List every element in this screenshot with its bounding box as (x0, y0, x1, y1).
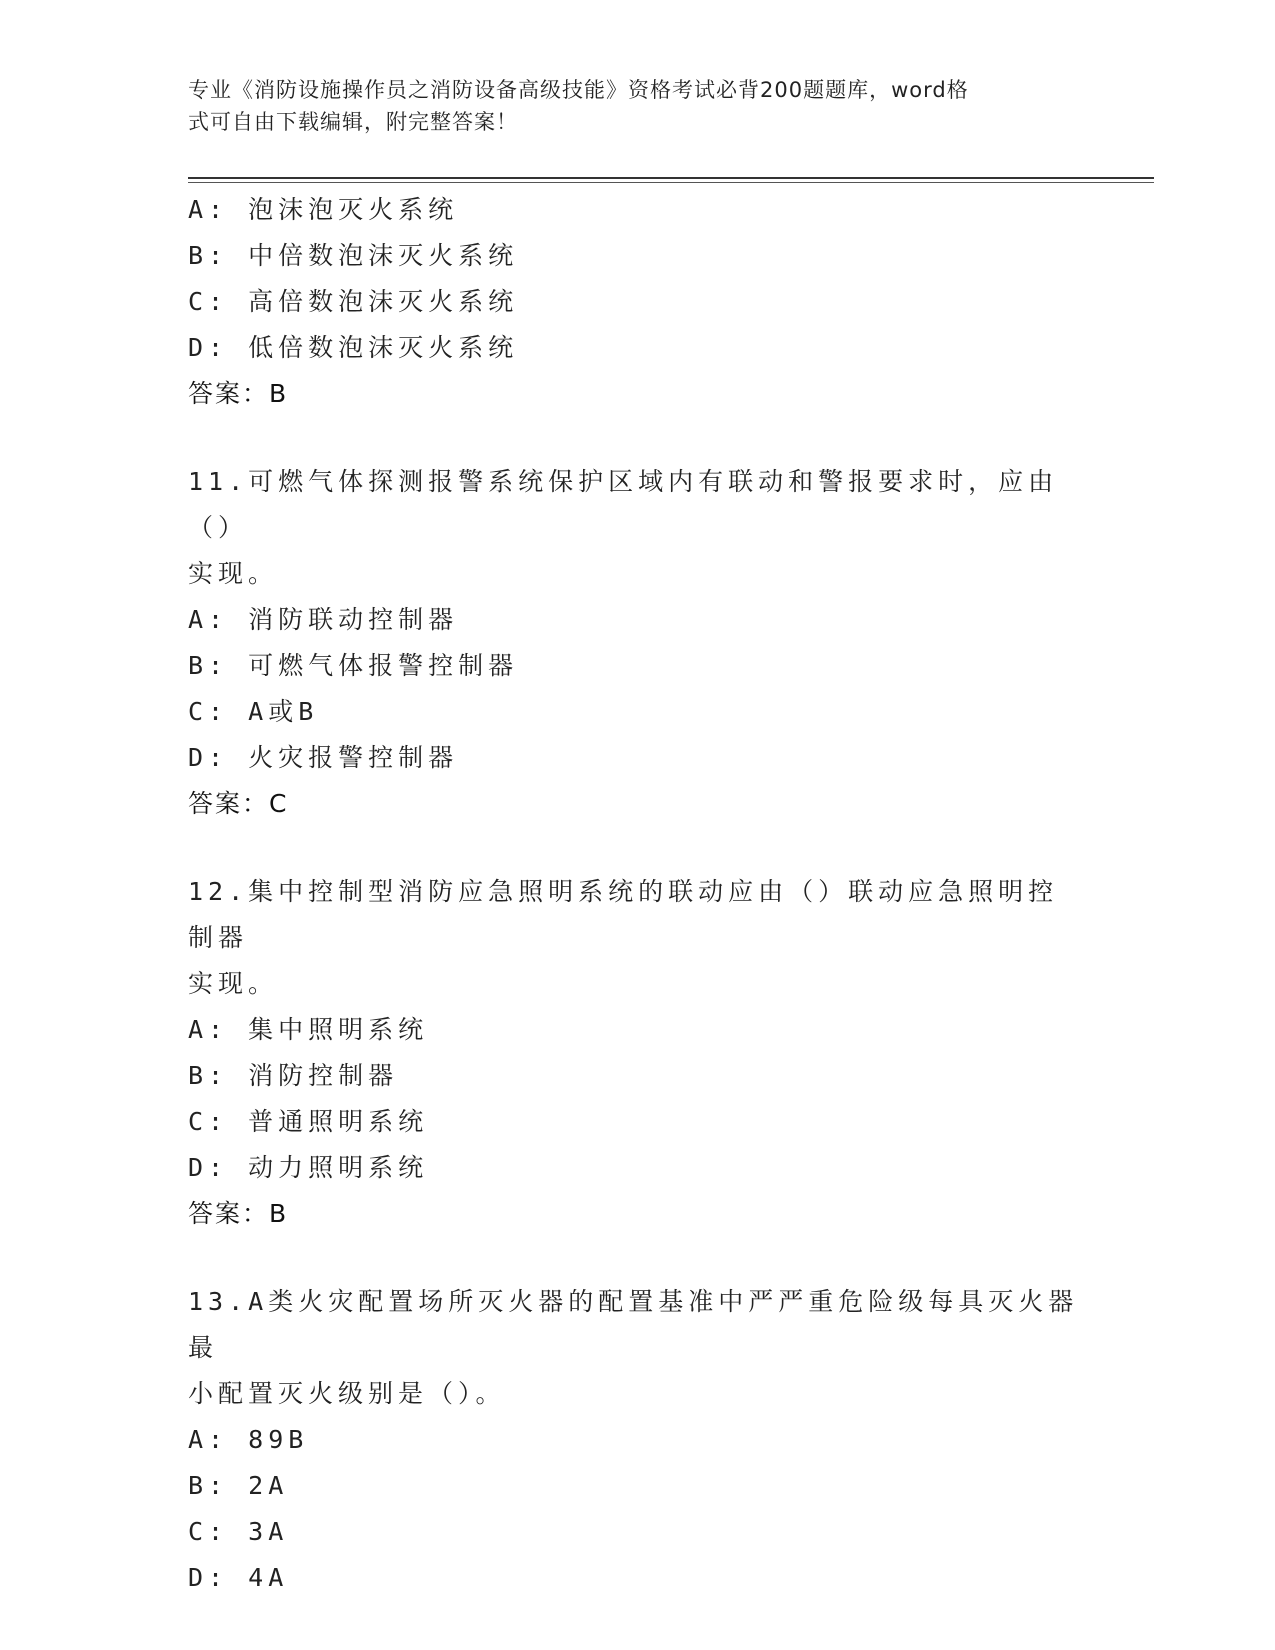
option-b: B: 消防控制器 (188, 1061, 399, 1090)
answer-line: 答案：B (188, 1199, 289, 1228)
option-d: D: 动力照明系统 (188, 1153, 429, 1182)
option-b: B: 可燃气体报警控制器 (188, 651, 519, 680)
question-block-11 (188, 459, 1088, 827)
option-a: A: 89B (188, 1425, 309, 1454)
header-divider-thin (188, 182, 1154, 183)
option-d: D: 低倍数泡沫灭火系统 (188, 333, 519, 362)
option-c: C: A或B (188, 697, 319, 726)
option-d: D: 4A (188, 1563, 289, 1592)
option-b: B: 中倍数泡沫灭火系统 (188, 241, 519, 270)
question-list (188, 187, 1088, 1601)
answer-line: 答案：C (188, 789, 289, 818)
document-header (188, 74, 1068, 138)
question-stem-line-2: 实现。 (188, 969, 279, 998)
question-stem-line-2: 小配置灭火级别是（）。 (188, 1379, 506, 1408)
question-block-13 (188, 1279, 1088, 1601)
option-a: A: 消防联动控制器 (188, 605, 459, 634)
answer-line: 答案：B (188, 379, 289, 408)
option-c: C: 高倍数泡沫灭火系统 (188, 287, 519, 316)
option-c: C: 3A (188, 1517, 289, 1546)
question-stem-line-1: 11.可燃气体探测报警系统保护区域内有联动和警报要求时，应由（） (188, 467, 1059, 542)
question-block-12 (188, 869, 1088, 1237)
header-line-2: 式可自由下载编辑，附完整答案！ (188, 110, 518, 134)
question-stem-line-1: 13.A类火灾配置场所灭火器的配置基准中严严重危险级每具灭火器最 (188, 1287, 1079, 1362)
option-c: C: 普通照明系统 (188, 1107, 429, 1136)
question-block-10 (188, 187, 1088, 417)
option-a: A: 集中照明系统 (188, 1015, 429, 1044)
question-stem-line-2: 实现。 (188, 559, 279, 588)
question-stem-line-1: 12.集中控制型消防应急照明系统的联动应由（）联动应急照明控制器 (188, 877, 1059, 952)
option-a: A: 泡沫泡灭火系统 (188, 195, 459, 224)
header-divider-thick (188, 177, 1154, 179)
option-d: D: 火灾报警控制器 (188, 743, 459, 772)
header-line-1: 专业《消防设施操作员之消防设备高级技能》资格考试必背200题题库，word格 (188, 78, 969, 102)
option-b: B: 2A (188, 1471, 289, 1500)
